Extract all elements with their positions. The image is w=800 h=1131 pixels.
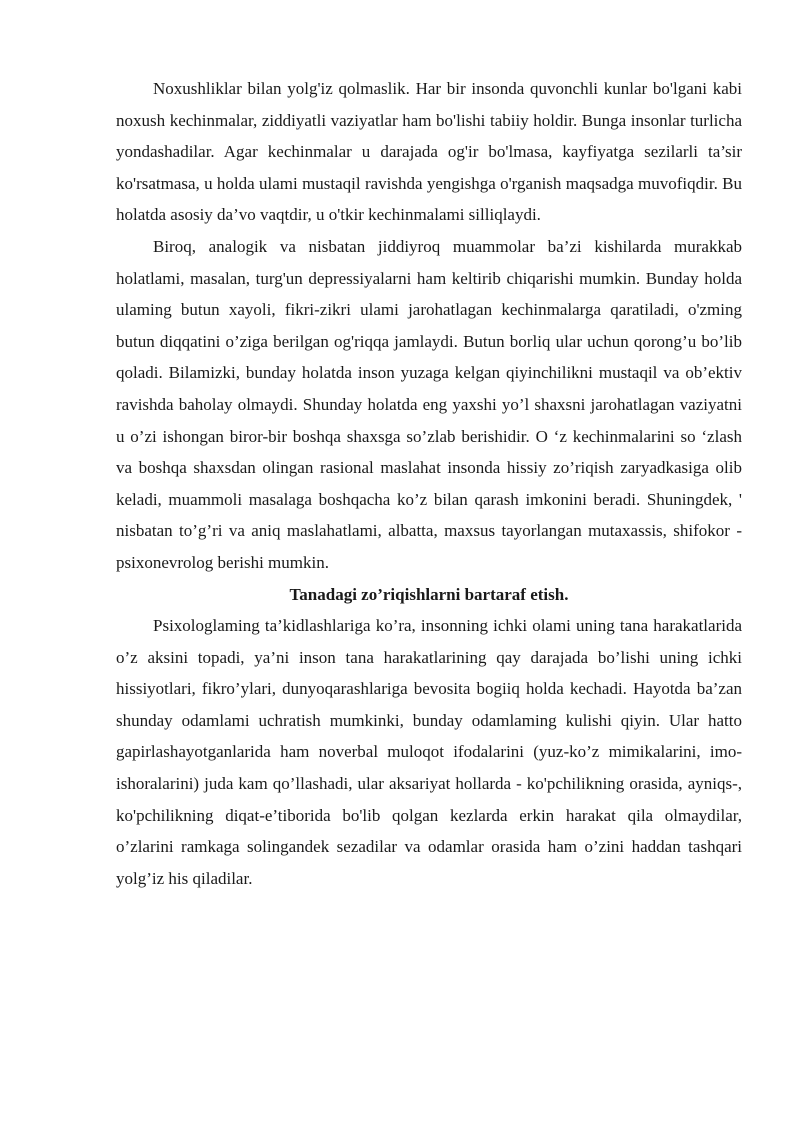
- section-heading: Tanadagi zo’riqishlarni bartaraf etish.: [289, 584, 569, 604]
- document-page: [116, 73, 742, 894]
- paragraph-noxushliklar: Noxushliklar bilan yolg'iz qolmaslik. Har bir insonda quvonchli kunlar bo'lgani kabi noxush kechinmalar, ziddiyatli vaziyatlar ham bo'lishi tabiiy holdir. Bunga insonlar turlicha yondashadilar. Agar kechinmalar u darajada og'ir bo'lmasa, kayfiyatga sezilarli ta’sir ko'rsatmasa, u holda ulami mustaqil ravishda yengishga o'rganish maqsadga muvofiqdir. Bu holatda asosiy da’vo vaqtdir, u o'tkir kechinmalami silliqlaydi.: [116, 79, 742, 225]
- paragraph-psixologlaming: Psixologlaming ta’kidlashlariga ko’ra, insonning ichki olami uning tana harakatlarida o’z aksini topadi, ya’ni inson tana harakatlarining qay darajada bo’lishi uning ichki hissiyotlari, fikro’ylari, dunyoqarashlariga bevosita bogiiq holda kechadi. Hayotda ba’zan shunday odamlami uchratish mumkinki, bunday odamlaming kulishi qiyin. Ular hatto gapirlashayotganlarida ham noverbal muloqot ifodalarini (yuz-ko’z mimikalarini, imo-ishoralarini) juda kam qo’llashadi, ular aksariyat hollarda - ko'pchilikning orasida, ayniqs-, ko'pchilikning diqat-e’tiborida bo'lib qolgan kezlarda erkin harakat qila olmaydilar, o’zlarini ramkaga solingandek sezadilar va odamlar orasida ham o’zini haddan tashqari yolg’iz his qiladilar.: [116, 616, 742, 888]
- paragraph-biroq: Biroq, analogik va nisbatan jiddiyroq muammolar ba’zi kishilarda murakkab holatlami, masalan, turg'un depressiyalarni ham keltirib chiqarishi mumkin. Bunday holda ulaming butun xayoli, fikri-zikri ulami jarohatlagan kechinmalarga qaratiladi, o'zming butun diqqatini o’ziga berilgan og'riqqa jamlaydi. Butun borliq ular uchun qorong’u bo’lib qoladi. Bilamizki, bunday holatda inson yuzaga kelgan qiyinchilikni mustaqil va ob’ektiv ravishda baholay olmaydi. Shunday holatda eng yaxshi yo’l shaxsni jarohatlagan vaziyatni u o’zi ishongan biror-bir boshqa shaxsga so’zlab berishidir. O ‘z kechinmalarini so ‘zlash va boshqa shaxsdan olingan rasional maslahat insonda hissiy zo’riqish zaryadkasiga olib keladi, muammoli masalaga boshqacha ko’z bilan qarash imkonini beradi. Shuningdek, ' nisbatan to’g’ri va aniq maslahatlami, albatta, maxsus tayorlangan mutaxassis, shifokor - psixonevrolog berishi mumkin.: [116, 236, 742, 572]
